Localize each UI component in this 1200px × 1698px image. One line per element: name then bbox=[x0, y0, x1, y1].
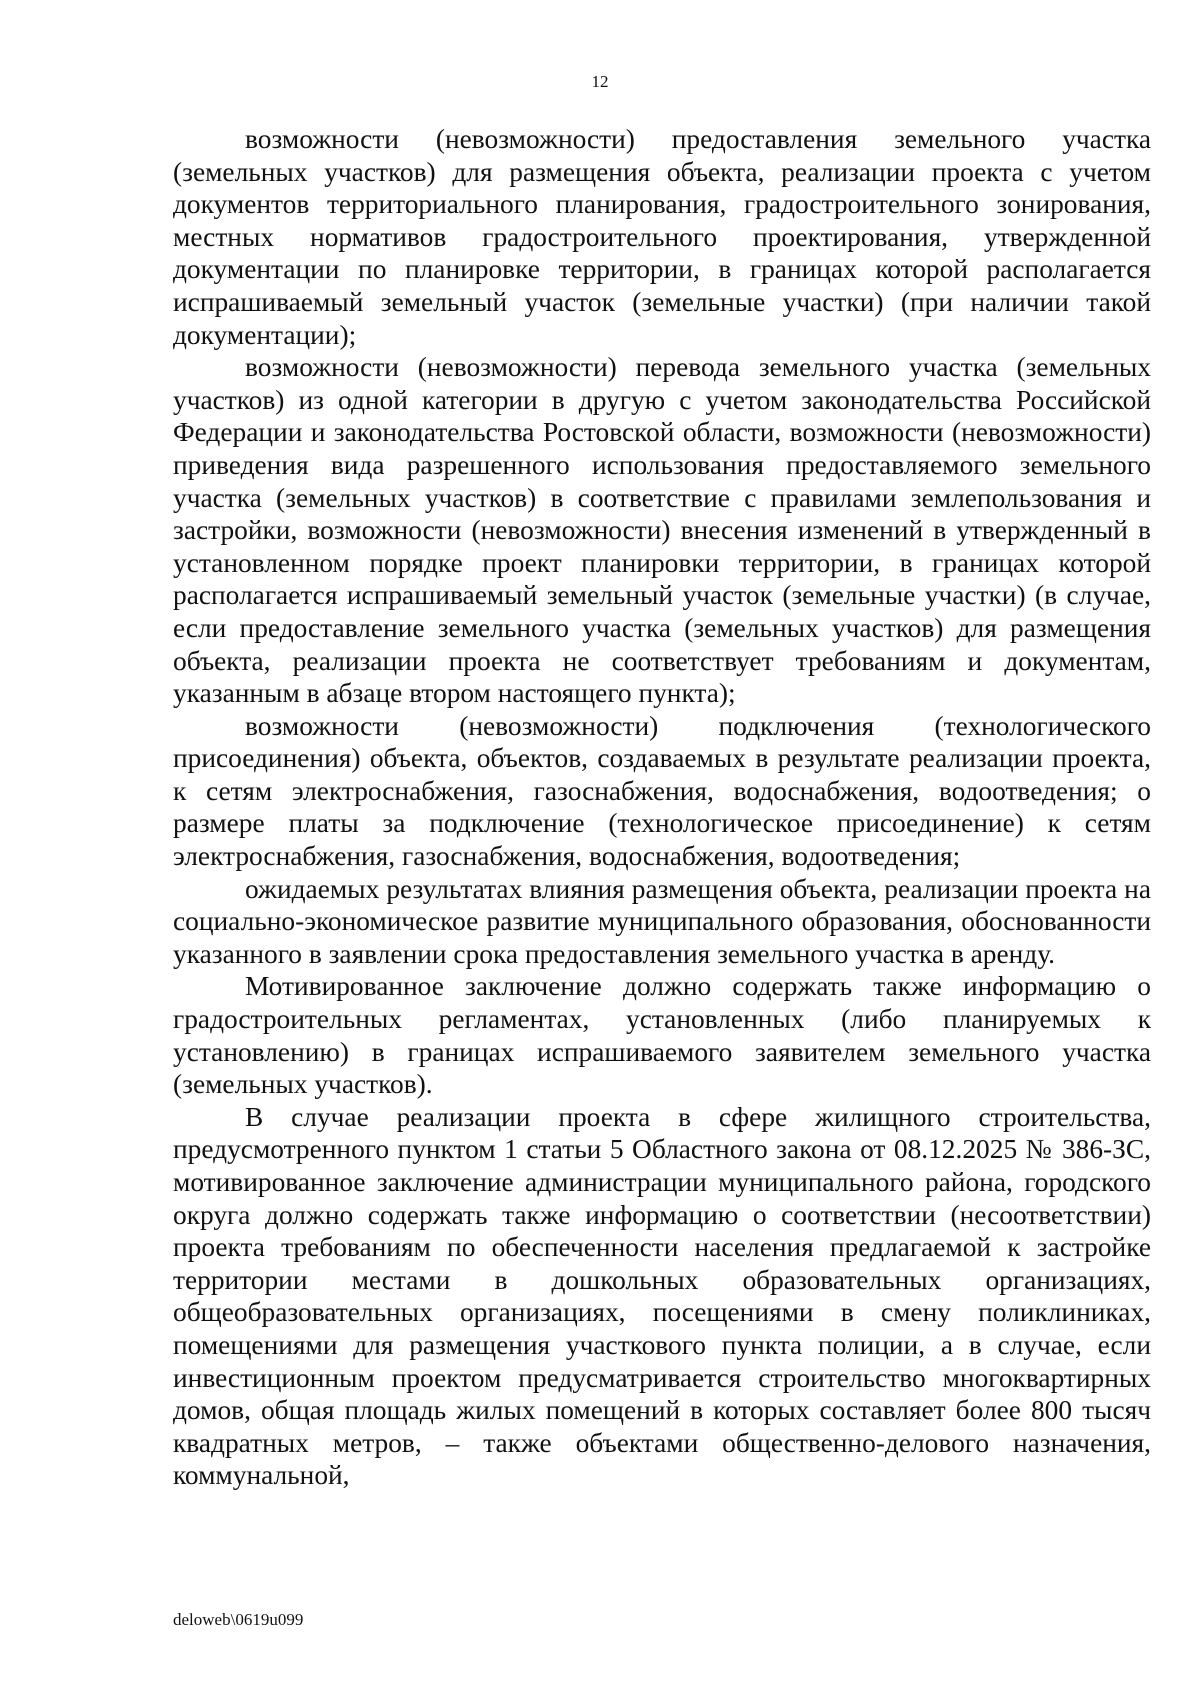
document-body bbox=[173, 123, 1151, 1492]
page-number: 12 bbox=[591, 72, 609, 91]
paragraph-land-plot-provision: возможности (невозможности) предоставления земельного участка (земельных участков) для размещения объекта, реализации проекта с учетом документов территориального планирования, градостроительного зонирования, местных нормативов градостроительного проектирования, утвержденной документации по планировке территории, в границах которой располагается испрашиваемый земельный участок (земельные участки) (при наличии такой документации); bbox=[173, 124, 1151, 350]
paragraph-utility-connection: возможности (невозможности) подключения (технологического присоединения) объекта, объектов, создаваемых в результате реализации проекта, к сетям электроснабжения, газоснабжения, водоснабжения, водоотведения; о размере платы за подключение (технологическое присоединение) к сетям электроснабжения, газоснабжения, водоснабжения, водоотведения; bbox=[173, 710, 1151, 872]
paragraph-expected-results: ожидаемых результатах влияния размещения объекта, реализации проекта на социально-экономическое развитие муниципального образования, обоснованности указанного в заявлении срока предоставления земельного участка в аренду. bbox=[173, 873, 1151, 969]
paragraph-land-category-transfer: возможности (невозможности) перевода земельного участка (земельных участков) из одной категории в другую с учетом законодательства Российской Федерации и законодательства Ростовской области, возможности (невозможности) приведения вида разрешенного использования предоставляемого земельного участка (земельных участков) в соответствие с правилами землепользования и застройки, возможности (невозможности) внесения изменений в утвержденный в установленном порядке проект планировки территории, в границах которой располагается испрашиваемый земельный участок (земельные участки) (в случае, если предоставление земельного участка (земельных участков) для размещения объекта, реализации проекта не соответствует требованиям и документам, указанным в абзаце втором настоящего пункта); bbox=[173, 352, 1151, 709]
paragraph-housing-construction: В случае реализации проекта в сфере жилищного строительства, предусмотренного пунктом 1 статьи 5 Областного закона от 08.12.2025 № 386-ЗС, мотивированное заключение администрации муниципального района, городского округа должно содержать также информацию о соответствии (несоответствии) проекта требованиям по обеспеченности населения предлагаемой к застройке территории местами в дошкольных образовательных организациях, общеобразовательных организациях, посещениями в смену поликлиниках, помещениями для размещения участкового пункта полиции, а в случае, если инвестиционным проектом предусматривается строительство многоквартирных домов, общая площадь жилых помещений в которых составляет более 800 тысяч квадратных метров, – также объектами общественно-делового назначения, коммунальной, bbox=[173, 1101, 1151, 1491]
paragraph-urban-planning-regulations: Мотивированное заключение должно содержать также информацию о градостроительных регламентах, установленных (либо планируемых к установлению) в границах испрашиваемого заявителем земельного участка (земельных участков). bbox=[173, 971, 1151, 1100]
document-footer-code: deloweb\0619u099 bbox=[173, 1610, 304, 1629]
